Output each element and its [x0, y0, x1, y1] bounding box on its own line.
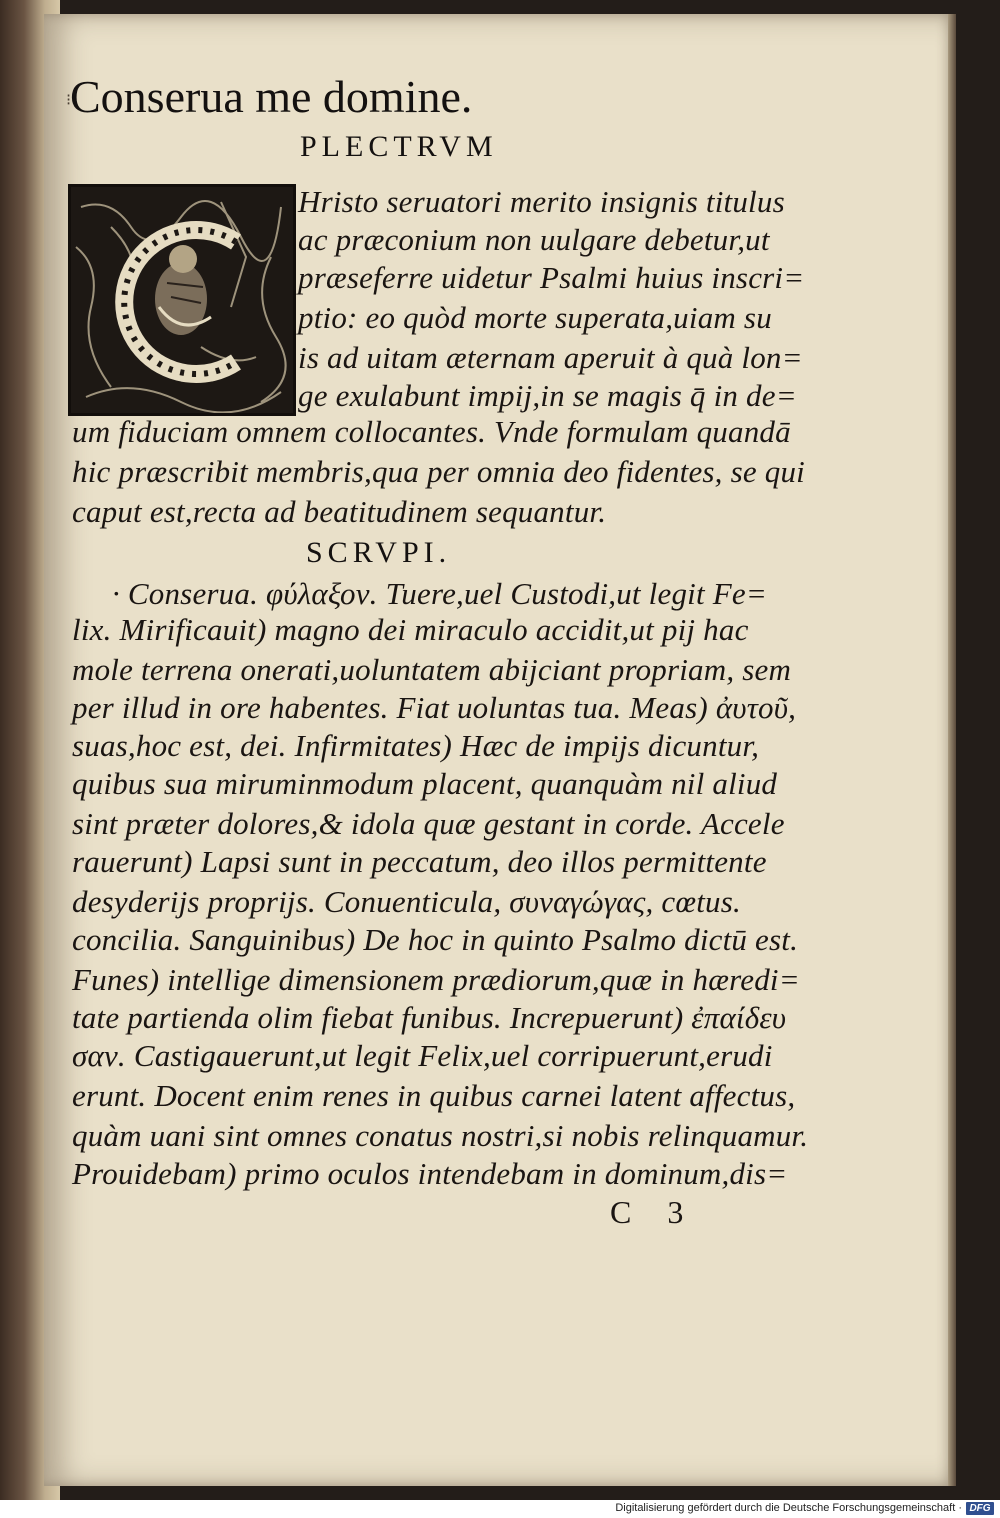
margin-mark: ⁝ [66, 90, 72, 109]
scrvpi-line: σαν. Castigauerunt,ut legit Felix,uel corripuerunt,erudi [72, 1038, 773, 1073]
plectrum-line: ge exulabunt impij,in se magis q̄ in de= [298, 378, 797, 413]
plectrum-line: ptio: eo quòd morte superata,uiam su [298, 300, 772, 335]
woodcut-initial-illustration [71, 187, 293, 413]
scrvpi-line: quàm uani sint omnes conatus nostri,si nobis relinquamur. [72, 1118, 809, 1153]
heading-plectrum: PLECTRVM [300, 130, 498, 163]
running-head: Conserua me domine. [70, 71, 473, 122]
plectrum-line: um fiduciam omnem collocantes. Vnde formulam quandā [72, 414, 791, 449]
scrvpi-line: lix. Mirificauit) magno dei miraculo accidit,ut pij hac [72, 612, 749, 647]
scrvpi-line: concilia. Sanguinibus) De hoc in quinto Psalmo dictū est. [72, 922, 799, 957]
scrvpi-line: erunt. Docent enim renes in quibus carnei latent affectus, [72, 1078, 796, 1113]
page-right-edge [948, 14, 956, 1486]
scrvpi-line: Funes) intellige dimensionem prædiorum,quæ in hæredi= [72, 962, 800, 997]
scrvpi-line: desyderijs proprijs. Conuenticula, συναγώγας, cœtus. [72, 884, 741, 919]
footer-credit[interactable]: Digitalisierung gefördert durch die Deutsche Forschungsgemeinschaft · [615, 1502, 962, 1514]
scrvpi-line: Prouidebam) primo oculos intendebam in dominum,dis= [72, 1156, 788, 1191]
footer-bar [0, 1500, 1000, 1518]
scrvpi-line: quibus sua miruminmodum placent, quanquàm nil aliud [72, 766, 778, 801]
plectrum-line: Hristo seruatori merito insignis titulus [298, 184, 785, 219]
plectrum-line: is ad uitam æternam aperuit à quà lon= [298, 340, 803, 375]
scrvpi-line: mole terrena onerati,uoluntatem abijciant propriam, sem [72, 652, 792, 687]
plectrum-line: ac præconium non uulgare debetur,ut [298, 222, 770, 257]
heading-scrvpi: SCRVPI. [306, 536, 452, 569]
scrvpi-line: sint præter dolores,& idola quæ gestant in corde. Accele [72, 806, 785, 841]
plectrum-line: caput est,recta ad beatitudinem sequantur. [72, 494, 607, 529]
scrvpi-line: tate partienda olim fiebat funibus. Increpuerunt) ἐπαίδευ [72, 1000, 787, 1035]
scrvpi-line: · Conserua. φύλαξον. Tuere,uel Custodi,ut legit Fe= [112, 576, 767, 611]
signature-mark: C 3 [610, 1194, 698, 1230]
plectrum-line: hic præscribit membris,qua per omnia deo fidentes, se qui [72, 454, 805, 489]
plectrum-line: præseferre uidetur Psalmi huius inscri= [298, 260, 805, 295]
scrvpi-line: rauerunt) Lapsi sunt in peccatum, deo illos permittente [72, 844, 767, 879]
dfg-logo[interactable]: DFG [966, 1502, 994, 1515]
scrvpi-line: suas,hoc est, dei. Infirmitates) Hæc de impijs dicuntur, [72, 728, 760, 763]
scrvpi-line: per illud in ore habentes. Fiat uoluntas tua. Meas) ἀυτοῦ, [72, 690, 797, 725]
decorated-initial-c [68, 184, 296, 416]
